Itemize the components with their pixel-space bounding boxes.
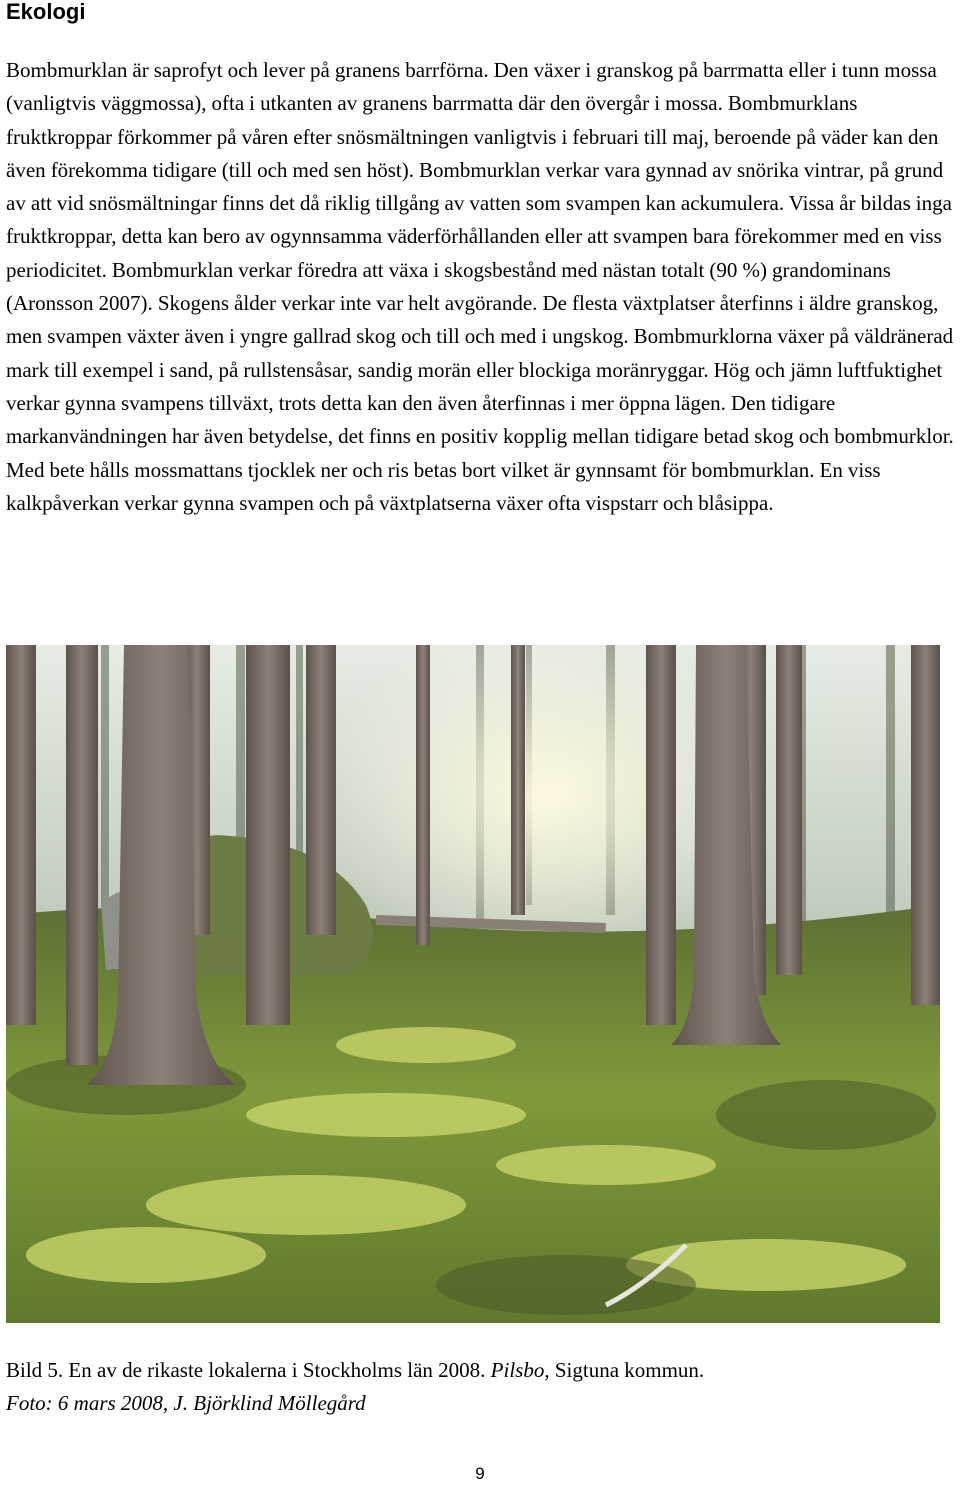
- forest-photo: [6, 645, 940, 1323]
- caption-text-prefix: Bild 5. En av de rikaste lokalerna i Stockholms län 2008.: [6, 1358, 491, 1382]
- body-paragraph: Bombmurklan är saprofyt och lever på granens barrförna. Den växer i granskog på barrmatta eller i tunn mossa (vanligtvis väggmossa), ofta i utkanten av granens barrmatta där den övergår i mossa. Bombmurklans fruktkroppar förkommer på våren efter snösmältningen vanligtvis i februari till maj, beroende på väder kan den även förekomma tidigare (till och med sen höst). Bombmurklan verkar vara gynnad av snörika vintrar, på grund av att vid snösmältningar finns det då riklig tillgång av vatten som svampen kan ackumulera. Vissa år bildas inga fruktkroppar, detta kan bero av ogynnsamma väderförhållanden eller att svampen bara förekommer med en viss periodicitet. Bombmurklan verkar föredra att växa i skogsbestånd med nästan totalt (90 %) grandominans (Aronsson 2007). Skogens ålder verkar inte var helt avgörande. De flesta växtplatser återfinns i äldre granskog, men svampen växter även i yngre gallrad skog och till och med i ungskog. Bombmurklorna växer på väldränerad mark till exempel i sand, på rullstensåsar, sandig morän eller blockiga moränryggar. Hög och jämn luftfuktighet verkar gynna svampens tillväxt, trots detta kan den även återfinnas i mer öppna lägen. Den tidigare markanvändningen har även betydelse, det finns en positiv kopplig mellan tidigare betad skog och bombmurklor. Med bete hålls mossmattans tjocklek ner och ris betas bort vilket är gynnsamt för bombmurklan. En viss kalkpåverkan verkar gynna svampen och på växtplatserna växer ofta vispstarr och blåsippa.: [6, 58, 954, 515]
- caption-text-suffix: , Sigtuna kommun.: [544, 1358, 705, 1382]
- photo-caption: [6, 1354, 956, 1420]
- page-number: 9: [475, 1464, 485, 1483]
- photo-credit: Foto: 6 mars 2008, J. Björklind Möllegård: [6, 1391, 366, 1415]
- caption-place: Pilsbo: [490, 1358, 545, 1382]
- section-heading: Ekologi: [6, 0, 86, 24]
